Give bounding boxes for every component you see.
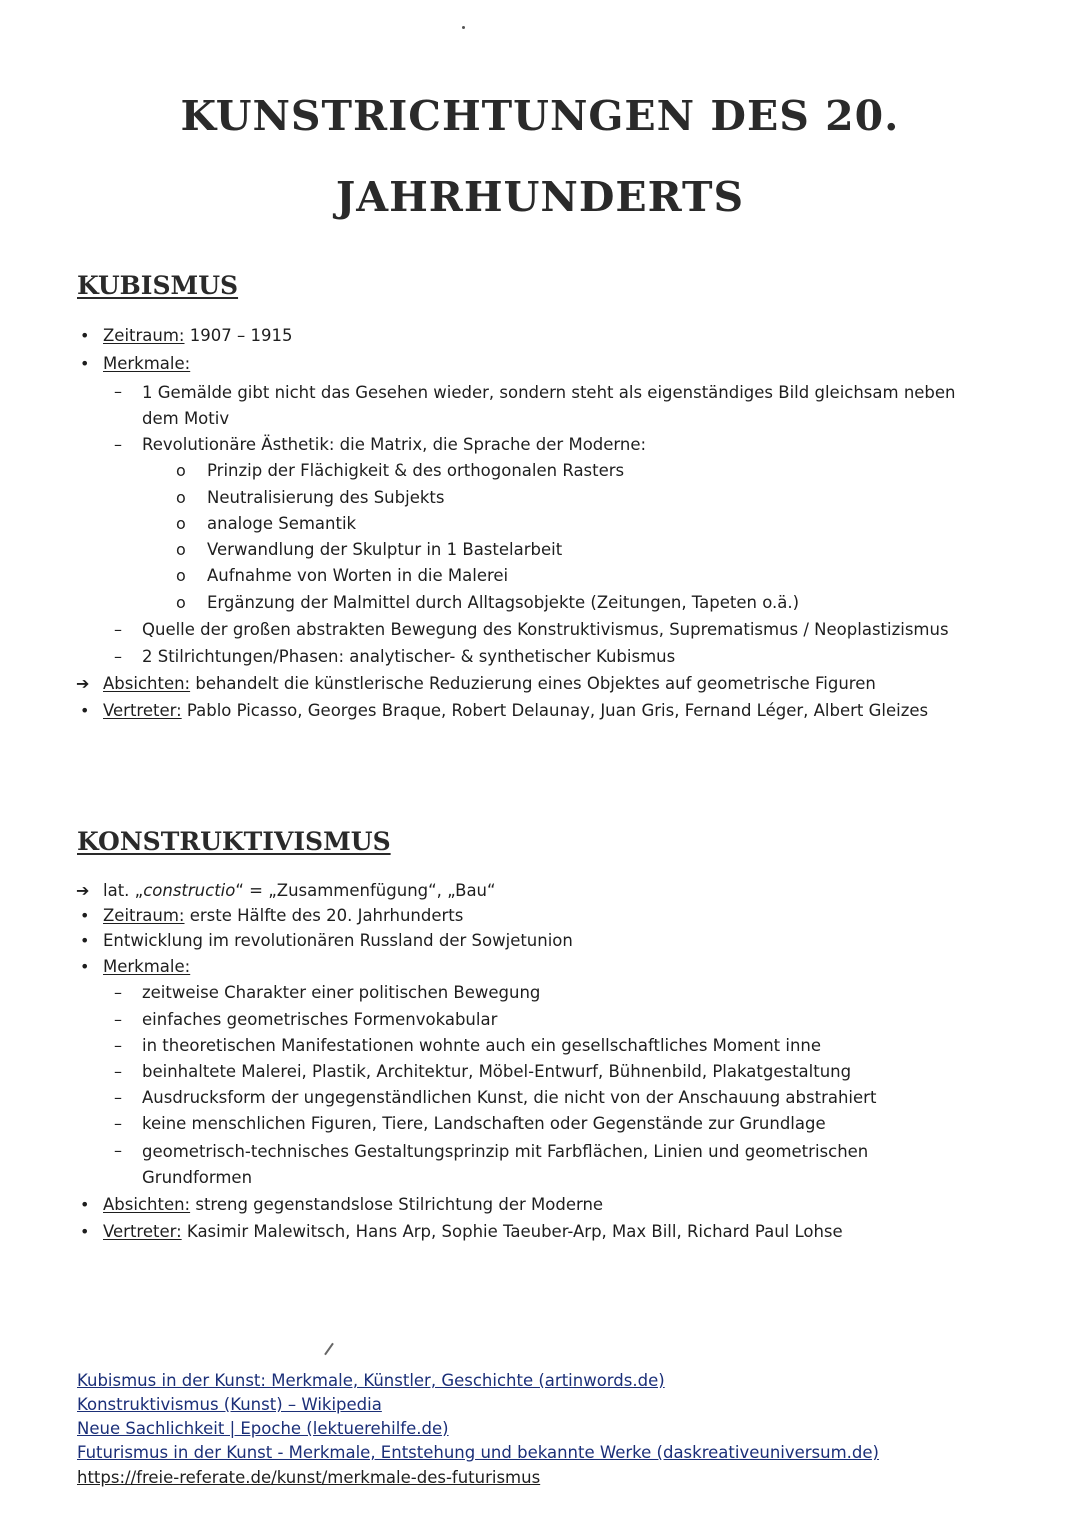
konstruktivismus-merkmale-label — [103, 955, 190, 979]
lat-word: constructio — [143, 881, 236, 900]
absichten-label: Absichten: — [103, 1195, 191, 1214]
source-link-lektuerehilfe[interactable]: Neue Sachlichkeit | Epoche (lektuerehilfe.de) — [77, 1419, 449, 1438]
circle-bullet-icon: o — [176, 514, 186, 533]
lat-prefix: lat. „ — [103, 881, 144, 900]
circle-bullet-icon: o — [176, 461, 186, 480]
zeitraum-value: erste Hälfte des 20. Jahrhunderts — [184, 906, 464, 925]
dash-icon: – — [114, 382, 122, 401]
pen-mark — [324, 1343, 334, 1356]
kubismus-vertreter — [103, 699, 928, 723]
konstruktivismus-vertreter — [103, 1220, 843, 1244]
konstruktivismus-merkmal-2: einfaches geometrisches Formenvokabular — [142, 1010, 498, 1029]
absichten-value: streng gegenstandslose Stilrichtung der Moderne — [190, 1195, 604, 1214]
kubismus-subitem-3: analoge Semantik — [207, 514, 357, 533]
vertreter-label: Vertreter: — [103, 1222, 182, 1241]
absichten-value: behandelt die künstlerische Reduzierung eines Objektes auf geometrische Figuren — [190, 674, 876, 693]
merkmale-label: Merkmale: — [103, 354, 191, 373]
vertreter-value: Pablo Picasso, Georges Braque, Robert Delaunay, Juan Gris, Fernand Léger, Albert Gleizes — [181, 701, 929, 720]
konstruktivismus-merkmal-7: geometrisch-technisches Gestaltungsprinzip mit Farbflächen, Linien und geometrischen Grundformen — [142, 1142, 869, 1187]
kubismus-merkmal-4: 2 Stilrichtungen/Phasen: analytischer- & synthetischer Kubismus — [142, 647, 676, 666]
page-title-line-1: KUNSTRICHTUNGEN DES 20. — [180, 92, 900, 140]
konstruktivismus-zeitraum — [103, 904, 463, 928]
vertreter-value: Kasimir Malewitsch, Hans Arp, Sophie Taeuber-Arp, Max Bill, Richard Paul Lohse — [181, 1222, 843, 1241]
bullet-icon: • — [80, 931, 90, 950]
circle-bullet-icon: o — [176, 593, 186, 612]
zeitraum-label: Zeitraum: — [103, 326, 185, 345]
konstruktivismus-absichten — [103, 1193, 603, 1217]
dash-icon: – — [114, 620, 122, 639]
konstruktivismus-merkmal-5: Ausdrucksform der ungegenständlichen Kunst, die nicht von der Anschauung abstrahiert — [142, 1088, 877, 1107]
dash-icon: – — [114, 1114, 122, 1133]
bullet-icon: • — [80, 957, 90, 976]
dash-icon: – — [114, 1088, 122, 1107]
circle-bullet-icon: o — [176, 540, 186, 559]
section-heading-kubismus: KUBISMUS — [77, 271, 239, 300]
bullet-icon: • — [80, 1222, 90, 1241]
source-link-artinwords[interactable]: Kubismus in der Kunst: Merkmale, Künstler, Geschichte (artinwords.de) — [77, 1371, 665, 1390]
zeitraum-value: 1907 – 1915 — [184, 326, 293, 345]
kubismus-subitem-1: Prinzip der Flächigkeit & des orthogonalen Rasters — [207, 461, 625, 480]
kubismus-zeitraum — [103, 324, 292, 348]
kubismus-subitem-2: Neutralisierung des Subjekts — [207, 488, 445, 507]
scan-dot — [462, 26, 465, 29]
source-link-wikipedia[interactable]: Konstruktivismus (Kunst) – Wikipedia — [77, 1395, 382, 1414]
page-title-line-2: JAHRHUNDERTS — [335, 173, 745, 221]
kubismus-merkmale-label — [103, 352, 190, 376]
circle-bullet-icon: o — [176, 488, 186, 507]
circle-bullet-icon: o — [176, 566, 186, 585]
konstruktivismus-etymology — [103, 879, 496, 903]
arrow-icon: ➔ — [76, 674, 90, 693]
dash-icon: – — [114, 1010, 122, 1029]
bullet-icon: • — [80, 906, 90, 925]
dash-icon: – — [114, 1036, 122, 1055]
bullet-icon: • — [80, 354, 90, 373]
arrow-icon: ➔ — [76, 881, 90, 900]
kubismus-merkmal-2: Revolutionäre Ästhetik: die Matrix, die Sprache der Moderne: — [142, 435, 647, 454]
konstruktivismus-merkmal-4: beinhaltete Malerei, Plastik, Architektur, Möbel-Entwurf, Bühnenbild, Plakatgestaltung — [142, 1062, 852, 1081]
merkmale-label: Merkmale: — [103, 957, 191, 976]
kubismus-merkmal-3: Quelle der großen abstrakten Bewegung des Konstruktivismus, Suprematismus / Neoplastizismus — [142, 620, 949, 639]
source-link-freie-referate[interactable]: https://freie-referate.de/kunst/merkmale-des-futurismus — [77, 1468, 541, 1487]
dash-icon: – — [114, 1062, 122, 1081]
zeitraum-label: Zeitraum: — [103, 906, 185, 925]
dash-icon: – — [114, 983, 122, 1002]
kubismus-merkmal-1: 1 Gemälde gibt nicht das Gesehen wieder, sondern steht als eigenständiges Bild gleichsam neben dem Motiv — [142, 383, 956, 428]
bullet-icon: • — [80, 701, 90, 720]
dash-icon: – — [114, 1141, 122, 1160]
absichten-label: Absichten: — [103, 674, 191, 693]
konstruktivismus-merkmal-3: in theoretischen Manifestationen wohnte auch ein gesellschaftliches Moment inne — [142, 1036, 822, 1055]
bullet-icon: • — [80, 326, 90, 345]
kubismus-subitem-4: Verwandlung der Skulptur in 1 Bastelarbeit — [207, 540, 563, 559]
dash-icon: – — [114, 647, 122, 666]
konstruktivismus-merkmal-1: zeitweise Charakter einer politischen Bewegung — [142, 983, 541, 1002]
source-link-daskreativeuniversum[interactable]: Futurismus in der Kunst - Merkmale, Entstehung und bekannte Werke (daskreativeuniversum.de) — [77, 1443, 879, 1462]
vertreter-label: Vertreter: — [103, 701, 182, 720]
dash-icon: – — [114, 435, 122, 454]
konstruktivismus-merkmal-6: keine menschlichen Figuren, Tiere, Landschaften oder Gegenstände zur Grundlage — [142, 1114, 826, 1133]
kubismus-subitem-5: Aufnahme von Worten in die Malerei — [207, 566, 509, 585]
page-title — [0, 76, 1080, 238]
section-heading-konstruktivismus: KONSTRUKTIVISMUS — [77, 827, 391, 856]
bullet-icon: • — [80, 1195, 90, 1214]
lat-suffix: “ = „Zusammenfügung“, „Bau“ — [235, 881, 496, 900]
kubismus-subitem-6: Ergänzung der Malmittel durch Alltagsobjekte (Zeitungen, Tapeten o.ä.) — [207, 593, 800, 612]
konstruktivismus-entwicklung: Entwicklung im revolutionären Russland der Sowjetunion — [103, 931, 573, 950]
kubismus-absichten — [103, 672, 876, 696]
